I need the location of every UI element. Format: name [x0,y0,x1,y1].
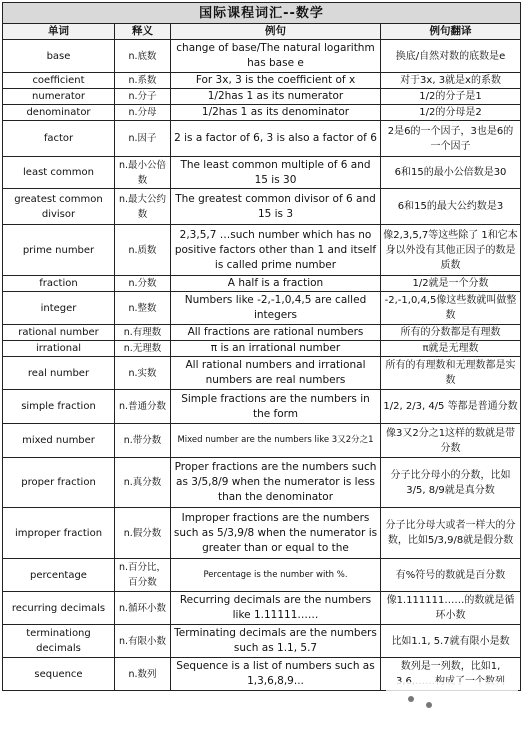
row-example: Mixed number are the numbers like 3又2分之1 [171,424,381,458]
row-term: factor [3,121,115,157]
row-example: Proper fractions are the numbers such as 3/5,8/9 when the numerator is less than the denominator [171,458,381,508]
column-header-translation: 例句翻译 [381,24,521,40]
row-translation: 1/2的分子是1 [381,89,521,105]
row-translation: 6和15的最大公约数是3 [381,189,521,225]
row-translation: π就是无理数 [381,341,521,357]
row-meaning: n.质数 [115,225,171,276]
table-row [3,121,521,157]
row-term: least common [3,157,115,189]
row-term: sequence [3,658,115,691]
row-translation: 像2,3,5,7等这些除了 1和它本身以外没有其他正因子的数是质数 [381,225,521,276]
row-term: improper fraction [3,508,115,559]
table-row [3,325,521,341]
table-row [3,458,521,508]
row-term: rational number [3,325,115,341]
row-example: Recurring decimals are the numbers like 1.11111…… [171,592,381,625]
row-meaning: n.数列 [115,658,171,691]
row-example: A half is a fraction [171,276,381,292]
watermark [386,682,518,730]
row-example: 1/2has 1 as its numerator [171,89,381,105]
row-meaning: n.实数 [115,357,171,390]
row-term: terminationg decimals [3,625,115,658]
row-term: mixed number [3,424,115,458]
header-row [3,24,521,40]
row-meaning: n.百分比，百分数 [115,559,171,592]
row-term: recurring decimals [3,592,115,625]
row-meaning: n.分数 [115,276,171,292]
row-term: denominator [3,105,115,121]
row-meaning: n.普通分数 [115,390,171,424]
row-example: The greatest common divisor of 6 and 15 is 3 [171,189,381,225]
row-example: All rational numbers and irrational numbers are real numbers [171,357,381,390]
row-example: All fractions are rational numbers [171,325,381,341]
row-example: Sequence is a list of numbers such as 1,3,6,8,9... [171,658,381,691]
table-row [3,625,521,658]
row-example: For 3x, 3 is the coefficient of x [171,73,381,89]
row-meaning: n.真分数 [115,458,171,508]
table-row [3,40,521,73]
row-translation: 对于3x, 3就是x的系数 [381,73,521,89]
row-meaning: n.循环小数 [115,592,171,625]
row-translation: 分子比分母小的分数，比如3/5, 8/9就是真分数 [381,458,521,508]
row-meaning: n.有限小数 [115,625,171,658]
row-translation: 1/2的分母是2 [381,105,521,121]
row-translation: 像3又2分之1这样的数就是带分数 [381,424,521,458]
table-row [3,157,521,189]
row-example: Percentage is the number with %. [171,559,381,592]
table-body [3,40,521,691]
row-translation: 1/2, 2/3, 4/5 等都是普通分数 [381,390,521,424]
watermark-dot [408,696,414,702]
row-term: prime number [3,225,115,276]
row-term: numerator [3,89,115,105]
row-example: Terminating decimals are the numbers such as 1.1, 5.7 [171,625,381,658]
row-example: Numbers like -2,-1,0,4,5 are called integers [171,292,381,325]
column-header-example: 例句 [171,24,381,40]
column-header-word: 单词 [3,24,115,40]
row-meaning: n.系数 [115,73,171,89]
row-translation: 分子比分母大或者一样大的分数，比如5/3,9/8就是假分数 [381,508,521,559]
table-title: 国际课程词汇--数学 [3,3,521,24]
row-term: simple fraction [3,390,115,424]
row-translation: 所有的有理数和无理数都是实数 [381,357,521,390]
row-translation: 换底/自然对数的底数是e [381,40,521,73]
row-term: real number [3,357,115,390]
table-row [3,424,521,458]
row-term: base [3,40,115,73]
row-example: change of base/The natural logarithm has base e [171,40,381,73]
table-row [3,89,521,105]
row-translation: 有%符号的数就是百分数 [381,559,521,592]
vocabulary-sheet [2,2,520,691]
table-row [3,292,521,325]
row-term: irrational [3,341,115,357]
row-meaning: n.因子 [115,121,171,157]
row-meaning: n.假分数 [115,508,171,559]
row-term: proper fraction [3,458,115,508]
table-row [3,592,521,625]
row-term: integer [3,292,115,325]
row-meaning: n.带分数 [115,424,171,458]
table-row [3,73,521,89]
row-example: The least common multiple of 6 and 15 is 30 [171,157,381,189]
table-row [3,508,521,559]
column-header-meaning: 释义 [115,24,171,40]
row-term: coefficient [3,73,115,89]
row-translation: 2是6的一个因子，3也是6的一个因子 [381,121,521,157]
row-example: 2 is a factor of 6, 3 is also a factor of 6 [171,121,381,157]
table-row [3,105,521,121]
row-meaning: n.最小公倍数 [115,157,171,189]
table-row [3,225,521,276]
row-example: π is an irrational number [171,341,381,357]
row-meaning: n.整数 [115,292,171,325]
row-meaning: n.无理数 [115,341,171,357]
row-translation: 比如1.1, 5.7就有限小是数 [381,625,521,658]
row-example: 1/2has 1 as its denominator [171,105,381,121]
row-example: Improper fractions are the numbers such as 5/3,9/8 when the numerator is greater than or equal to the [171,508,381,559]
row-meaning: n.分母 [115,105,171,121]
row-meaning: n.最大公约数 [115,189,171,225]
row-translation: 6和15的最小公倍数是30 [381,157,521,189]
row-example: Simple fractions are the numbers in the form [171,390,381,424]
row-translation: -2,-1,0,4,5像这些数就叫做整数 [381,292,521,325]
table-row [3,341,521,357]
row-meaning: n.底数 [115,40,171,73]
row-term: fraction [3,276,115,292]
row-term: percentage [3,559,115,592]
row-translation: 像1.111111……的数就是循环小数 [381,592,521,625]
table-row [3,276,521,292]
table-row [3,189,521,225]
table-row [3,559,521,592]
row-term: greatest common divisor [3,189,115,225]
row-example: 2,3,5,7 …such number which has no positive factors other than 1 and itself is called prime number [171,225,381,276]
table-row [3,357,521,390]
row-translation: 数列是一列数，比如1, [381,658,521,691]
row-translation: 1/2就是一个分数 [381,276,521,292]
row-meaning: n.有理数 [115,325,171,341]
vocabulary-table [2,2,521,691]
row-translation: 所有的分数都是有理数 [381,325,521,341]
table-row [3,390,521,424]
row-meaning: n.分子 [115,89,171,105]
watermark-dot [426,702,432,708]
